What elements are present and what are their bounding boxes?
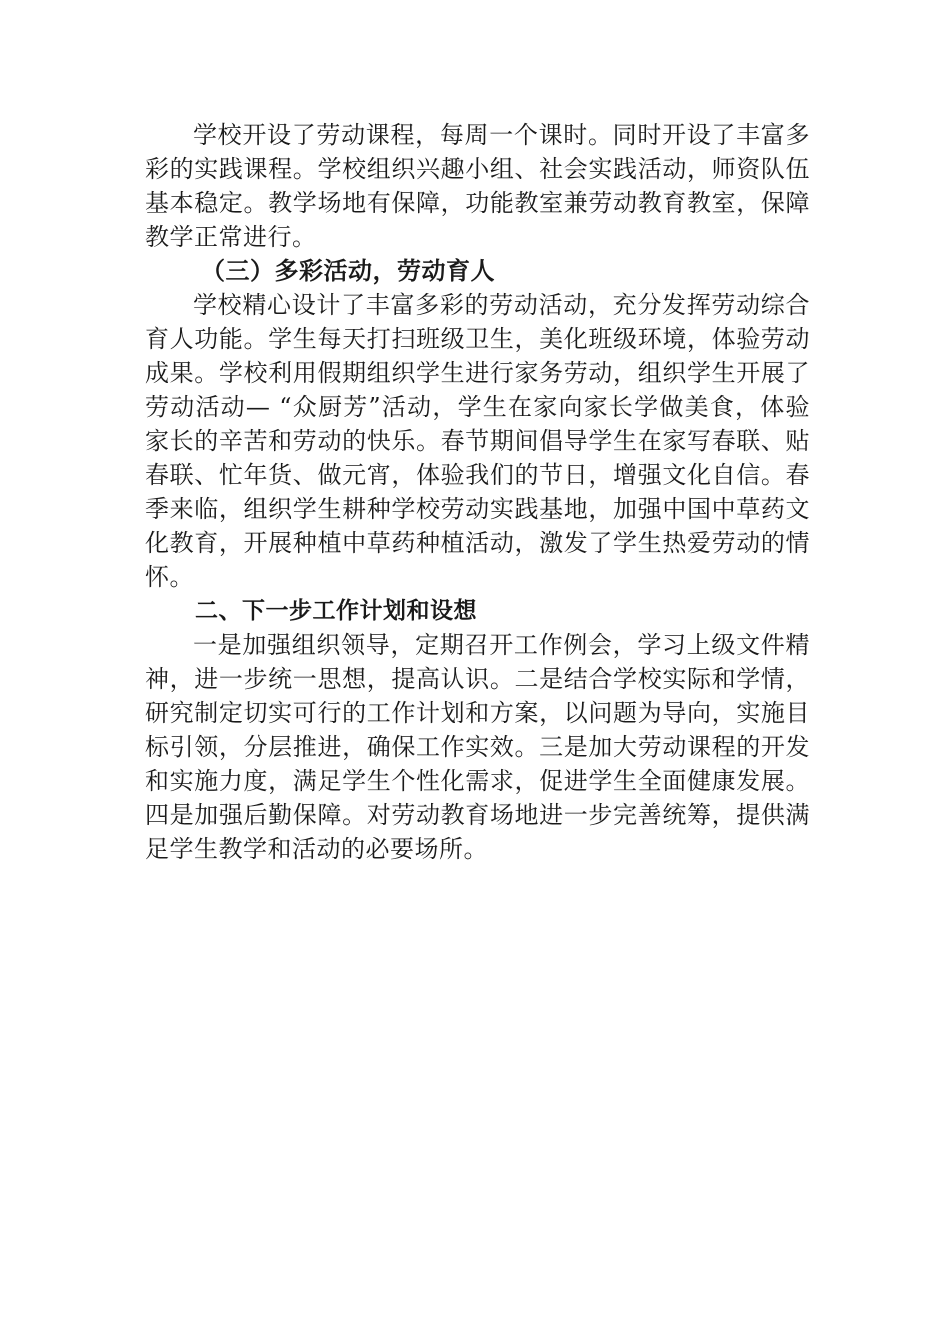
paragraph-work-plan: 一是加强组织领导，定期召开工作例会，学习上级文件精神，进一步统一思想，提高认识。二是结合学校实际和学情，研究制定切实可行的工作计划和方案，以问题为导向，实施目标引领，分层推进，确保工作实效。三是加大劳动课程的开发和实施力度，满足学生个性化需求，促进学生全面健康发展。四是加强后勤保障。对劳动教育场地进一步完善统筹，提供满足学生教学和活动的必要场所。 [145,631,810,863]
section-heading-next-steps: 二、下一步工作计划和设想 [195,598,477,624]
paragraph-labor-activities: 学校精心设计了丰富多彩的劳动活动，充分发挥劳动综合育人功能。学生每天打扫班级卫生，美化班级环境，体验劳动成果。学校利用假期组织学生进行家务劳动，组织学生开展了劳动活动— “众厨芳”活动，学生在家向家长学做美食，体验家长的辛苦和劳动的快乐。春节期间倡导学生在家写春联、贴春联、忙年货、做元宵，体验我们的节日，增强文化自信。春季来临，组织学生耕种学校劳动实践基地，加强中国中草药文化教育，开展种植中草药种植活动，激发了学生热爱劳动的情怀。 [145,291,810,591]
subheading-activities: （三）多彩活动，劳动育人 [201,256,495,285]
paragraph-teaching-resources: 学校开设了劳动课程，每周一个课时。同时开设了丰富多彩的实践课程。学校组织兴趣小组、社会实践活动，师资队伍基本稳定。教学场地有保障，功能教室兼劳动教育教室，保障教学正常进行。 [145,121,810,251]
document-body [145,118,810,866]
